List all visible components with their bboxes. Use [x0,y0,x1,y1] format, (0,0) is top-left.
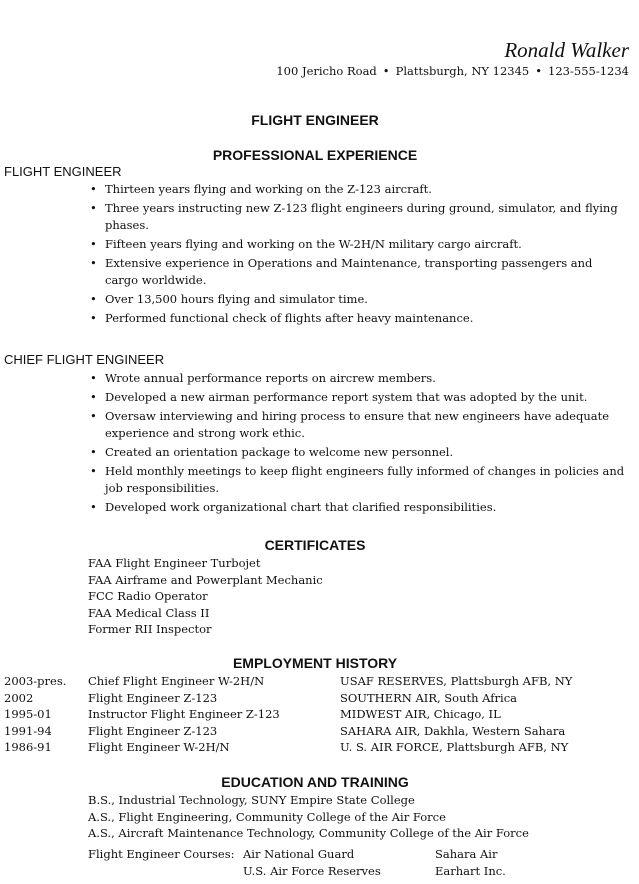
job-bullets-flight-engineer [88,181,628,329]
course-item: Sahara Air [435,847,498,861]
separator-dot: • [382,64,390,78]
address: 100 Jericho Road [276,64,377,78]
employment-org: USAF RESERVES, Plattsburgh AFB, NY [340,674,573,688]
employment-row [4,690,634,707]
employment-date: 2003-pres. [4,674,67,688]
city: Plattsburgh, NY 12345 [395,64,530,78]
bullet-item: • Held monthly meetings to keep flight engineers fully informed of changes in policies and job responsibilities. [88,463,628,497]
course-item: U.S. Air Force Reserves [243,863,381,878]
employment-row [4,739,634,756]
employment-org: SAHARA AIR, Dakhla, Western Sahara [340,723,566,738]
bullet-item: • Oversaw interviewing and hiring process to ensure that new engineers have adequate experience and strong work ethic. [88,408,628,442]
job-bullets-chief-flight-engineer [88,370,628,518]
bullet-item: • Performed functional check of flights after heavy maintenance. [88,310,628,327]
employment-date: 1986-91 [4,740,52,754]
certificate-item: FAA Airframe and Powerplant Mechanic [88,572,323,587]
employment-date: 1995-01 [4,707,52,721]
education-heading: EDUCATION AND TRAINING [221,774,409,790]
employment-row [4,706,634,723]
employment-date: 2002 [4,690,34,705]
separator-dot: • [535,64,543,78]
bullet-item: • Developed a new airman performance report system that was adopted by the unit. [88,389,628,406]
bullet-item: • Developed work organizational chart that clarified responsibilities. [88,499,628,516]
bullet-item: • Thirteen years flying and working on the Z-123 aircraft. [88,181,628,198]
employment-row [4,723,634,740]
contact-line [276,64,629,78]
degree-item: A.S., Flight Engineering, Community College of the Air Force [88,809,446,824]
certificates-heading: CERTIFICATES [264,537,366,553]
course-item: Earhart Inc. [435,863,506,878]
bullet-item: • Over 13,500 hours flying and simulator time. [88,291,628,308]
employment-title: Chief Flight Engineer W-2H/N [88,674,265,688]
certificate-item: FAA Medical Class II [88,605,210,620]
bullet-item: • Wrote annual performance reports on aircrew members. [88,370,628,387]
job-title-flight-engineer: FLIGHT ENGINEER [4,164,122,179]
bullet-item: • Extensive experience in Operations and Maintenance, transporting passengers and cargo worldwide. [88,255,628,289]
employment-heading: EMPLOYMENT HISTORY [232,655,398,671]
certificate-item: FCC Radio Operator [88,589,208,603]
employment-title: Instructor Flight Engineer Z-123 [88,707,280,721]
employment-org: SOUTHERN AIR, South Africa [340,690,518,705]
bullet-item: • Created an orientation package to welcome new personnel. [88,444,628,461]
employment-org: MIDWEST AIR, Chicago, IL [340,707,501,721]
employment-title: Flight Engineer W-2H/N [88,740,230,754]
phone: 123-555-1234 [548,64,629,78]
objective-heading: FLIGHT ENGINEER [251,112,379,128]
employment-row [4,673,634,690]
courses-block [88,846,628,880]
employment-title: Flight Engineer Z-123 [88,690,218,705]
employment-date: 1991-94 [4,723,52,738]
degree-item: A.S., Aircraft Maintenance Technology, Community College of the Air Force [88,826,529,840]
certificates-list [88,555,323,638]
employment-org: U. S. AIR FORCE, Plattsburgh AFB, NY [340,740,569,754]
certificate-item: Former RII Inspector [88,622,212,636]
courses-label: Flight Engineer Courses: [88,847,235,861]
certificate-item: FAA Flight Engineer Turbojet [88,556,261,570]
experience-heading: PROFESSIONAL EXPERIENCE [212,147,418,163]
degrees-list [88,792,529,842]
degree-item: B.S., Industrial Technology, SUNY Empire State College [88,793,415,807]
applicant-name: Ronald Walker [504,38,629,62]
bullet-item: • Three years instructing new Z-123 flight engineers during ground, simulator, and flying phases. [88,200,628,234]
employment-title: Flight Engineer Z-123 [88,723,218,738]
bullet-item: • Fifteen years flying and working on the W-2H/N military cargo aircraft. [88,236,628,253]
job-title-chief-flight-engineer: CHIEF FLIGHT ENGINEER [4,352,165,367]
course-item: Air National Guard [243,847,355,861]
employment-table [4,673,634,756]
